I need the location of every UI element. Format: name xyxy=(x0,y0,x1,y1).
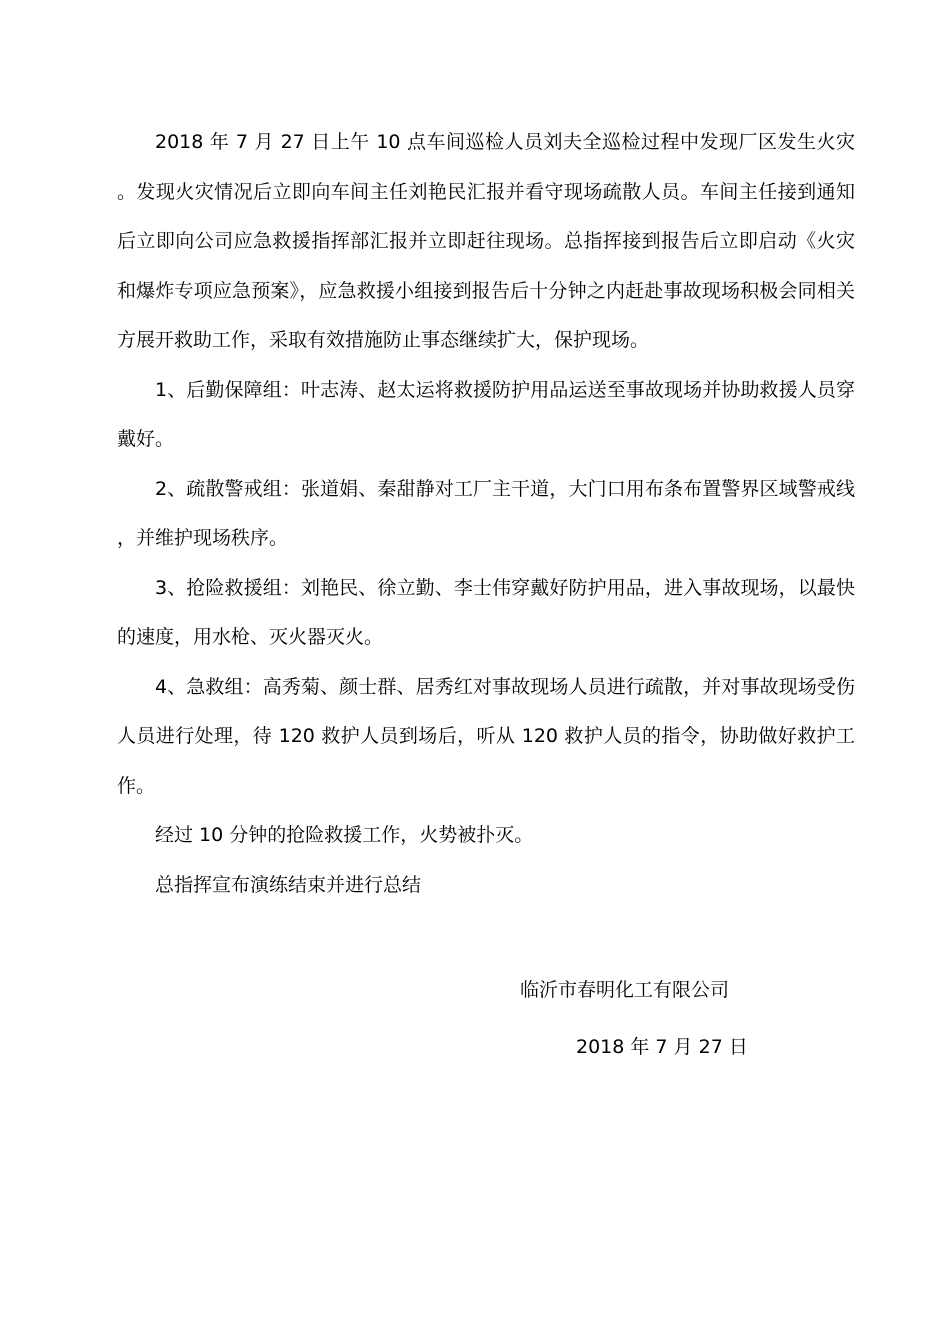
paragraph-first-aid-group: 4、急救组：高秀菊、颜士群、居秀红对事故现场人员进行疏散，并对事故现场受伤人员进行处理，待 120 救护人员到场后，听从 120 救护人员的指令，协助做好救护工作。 xyxy=(117,675,855,797)
company-name: 临沂市春明化工有限公司 xyxy=(520,979,730,1001)
paragraph-fire-extinguished: 经过 10 分钟的抢险救援工作，火势被扑灭。 xyxy=(155,824,534,846)
paragraph-drill-conclusion: 总指挥宣布演练结束并进行总结 xyxy=(155,873,422,896)
paragraph-evacuation-group: 2、疏散警戒组：张道娟、秦甜静对工厂主干道，大门口用布条布置警界区域警戒线，并维护现场秩序。 xyxy=(117,477,855,549)
document-date: 2018 年 7 月 27 日 xyxy=(576,1036,748,1058)
document-body xyxy=(117,118,855,910)
paragraph-logistics-group: 1、后勤保障组：叶志涛、赵太运将救援防护用品运送至事故现场并协助救援人员穿戴好。 xyxy=(117,378,855,450)
paragraph-rescue-group: 3、抢险救援组：刘艳民、徐立勤、李士伟穿戴好防护用品，进入事故现场，以最快的速度，用水枪、灭火器灭火。 xyxy=(117,576,855,648)
paragraph-incident-report: 2018 年 7 月 27 日上午 10 点车间巡检人员刘夫全巡检过程中发现厂区发生火灾。发现火灾情况后立即向车间主任刘艳民汇报并看守现场疏散人员。车间主任接到通知后立即向公司应急救援指挥部汇报并立即赶往现场。总指挥接到报告后立即启动《火灾和爆炸专项应急预案》，应急救援小组接到报告后十分钟之内赶赴事故现场积极会同相关方展开救助工作，采取有效措施防止事态继续扩大，保护现场。 xyxy=(117,131,855,351)
